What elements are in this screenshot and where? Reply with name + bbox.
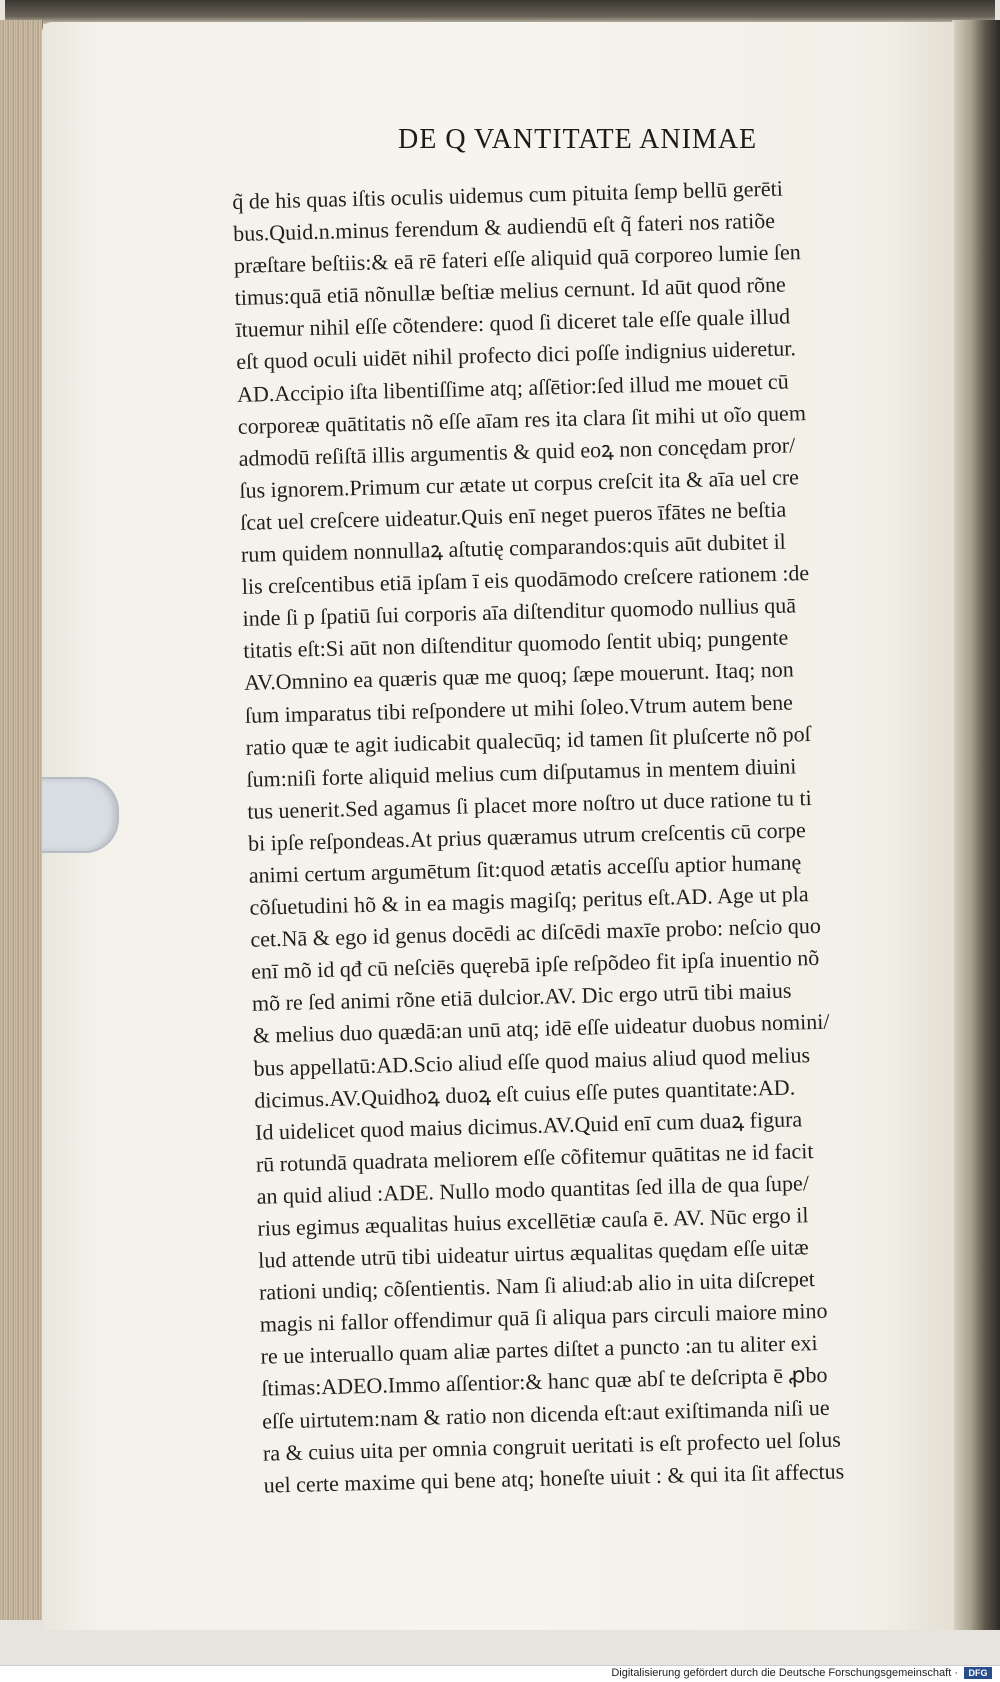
- text-line: cet.Nā & ego id genus docēdi ac diſcēdi maxīe probo: neſcio quo: [250, 912, 822, 952]
- text-line: an quid aliud :ADE. Nullo modo quantitas ſed illa de qua ſupe/: [256, 1170, 810, 1209]
- text-line: uel certe maxime qui bene atq; honeſte uiuit : & qui ita ſit affectus: [263, 1458, 845, 1498]
- text-line: rationi undiq; cõſentientis. Nam ſi aliud:ab alio in uita diſcrepet: [258, 1266, 816, 1305]
- text-line: admodū reſiſtā illis argumentis & quid eoꝝ non concędam pror/: [238, 432, 796, 471]
- text-line: rius egimus æqualitas huius excellētiæ cauſa ē. AV. Nūc ergo il: [257, 1202, 809, 1241]
- text-line: animi certum argumētum ſit:quod ætatis acceſſu aptior humanę: [248, 849, 802, 888]
- text-line: ſtimas:ADEO.Immo aſſentior:& hanc quæ abſ te deſcripta ē ꝓbo: [261, 1362, 828, 1402]
- text-line: Id uidelicet quod maius dicimus.AV.Quid enī cum duaꝝ figura: [254, 1106, 803, 1145]
- text-line: bi ipſe reſpondeas.At prius quæramus utrum creſcentis cū corpe: [247, 817, 806, 856]
- text-line: magis ni fallor offendimur quā ſi aliqua pars circuli maiore mino: [259, 1298, 828, 1337]
- text-line: ra & cuius uita per omnia congruit ueritati is eſt profecto uel ſolus: [262, 1426, 842, 1466]
- text-line: eſt quod oculi uidēt nihil profecto dici poſſe indignius uideretur.: [235, 335, 797, 375]
- text-line: inde ſi p ſpatiū ſui corporis aīa diſtenditur quomodo nullius quā: [242, 592, 797, 632]
- text-line: re ue interuallo quam aliæ partes diſtet a puncto :an tu aliter exi: [260, 1330, 818, 1370]
- book-gutter: [952, 20, 1000, 1630]
- book-top-edge: [5, 0, 995, 24]
- text-line: cõſuetudini hõ & in ea magis magiſq; peritus eſt.AD. Age ut pla: [249, 881, 809, 920]
- text-line: lud attende utrū tibi uideatur uirtus æqualitas quędam eſſe uitæ: [257, 1234, 809, 1273]
- text-line: mõ re ſed animi rõne etiā dulcior.AV. Dic ergo utrū tibi maius: [251, 977, 792, 1017]
- text-line: tus uenerit.Sed agamus ſi placet more noſtro ut duce ratione tu ti: [246, 784, 812, 824]
- text-line: eſſe uirtutem:nam & ratio non dicenda eſt:aut exiſtimanda niſi ue: [261, 1394, 830, 1434]
- page-edges: [0, 20, 43, 1620]
- text-line: rum quidem nonnullaꝝ aſtutię comparandos:quis aūt dubitet il: [240, 528, 787, 567]
- text-line: ſum imparatus tibi reſpondere ut mihi ſoleo.Vtrum autem bene: [244, 688, 794, 728]
- text-line: bus appellatū:AD.Scio aliud eſſe quod maius aliud quod melius: [253, 1041, 811, 1081]
- text-line: dicimus.AV.Quidhoꝝ duoꝝ eſt cuius eſſe putes quantitate:AD.: [254, 1074, 796, 1113]
- text-line: ītuemur nihil eſſe cõtendere: quod ſi diceret tale eſſe quale illud: [235, 303, 791, 343]
- text-line: titatis eſt:Si aūt non diſtenditur quomodo ſentit ubiq; pungente: [243, 624, 789, 664]
- text-line: AV.Omnino ea quæris quæ me quoq; ſæpe mouerunt. Itaq; non: [243, 656, 795, 696]
- text-line: enī mõ id qđ cū neſciēs quęrebā ipſe reſpõdeo fit ipſa inuentio nõ: [250, 945, 820, 985]
- text-line: lis creſcentibus etiā ipſam ī eis quodāmodo creſcere rationem :de: [241, 560, 810, 600]
- dfg-logo: DFG: [964, 1667, 992, 1679]
- text-line: q̃ de his quas iſtis oculis uidemus cum pituita ſemp bellū gerēti: [232, 175, 784, 214]
- text-line: præſtare beſtiis:& eā rē fateri eſſe aliquid quā corporeo lumie ſen: [233, 239, 801, 279]
- text-line: bus.Quid.n.minus ferendum & audiendū eſt q̃ fateri nos ratiõe: [232, 207, 776, 247]
- text-line: AD.Accipio iſta libentiſſime atq; aſſētior:ſed illud me mouet cū: [236, 368, 789, 407]
- text-line: rū rotundā quadrata meliorem eſſe cõfitemur quātitas ne id facit: [255, 1137, 814, 1177]
- running-header: DE Q VANTITATE ANIMAE: [398, 124, 758, 155]
- text-line: ratio quæ te agit iudicabit qualecūq; id tamen ſit pluſcerte nõ poſ: [245, 720, 811, 760]
- text-line: ſus ignorem.Primum cur ætate ut corpus creſcit ita & aīa uel cre: [239, 464, 800, 503]
- text-line: ſum:niſi forte aliquid melius cum diſputamus in mentem diuini: [246, 753, 797, 792]
- text-line: ſcat uel creſcere uideatur.Quis enī neget pueros īfātes ne beſtia: [239, 496, 787, 535]
- body-text: [232, 169, 954, 1501]
- text-line: timus:quā etiā nõnullæ beſtiæ melius cernunt. Id aūt quod rõne: [234, 271, 787, 311]
- text-line: corporeæ quātitatis nõ eſſe aīam res ita clara ſit mihi ut oĩo quem: [237, 399, 807, 439]
- text-line: & melius duo quædā:an unū atq; idē eſſe uideatur duobus nomini/: [252, 1009, 830, 1049]
- footer-credit: Digitalisierung gefördert durch die Deutsche Forschungsgemeinschaft ·: [611, 1667, 958, 1679]
- page-clip: [42, 777, 119, 853]
